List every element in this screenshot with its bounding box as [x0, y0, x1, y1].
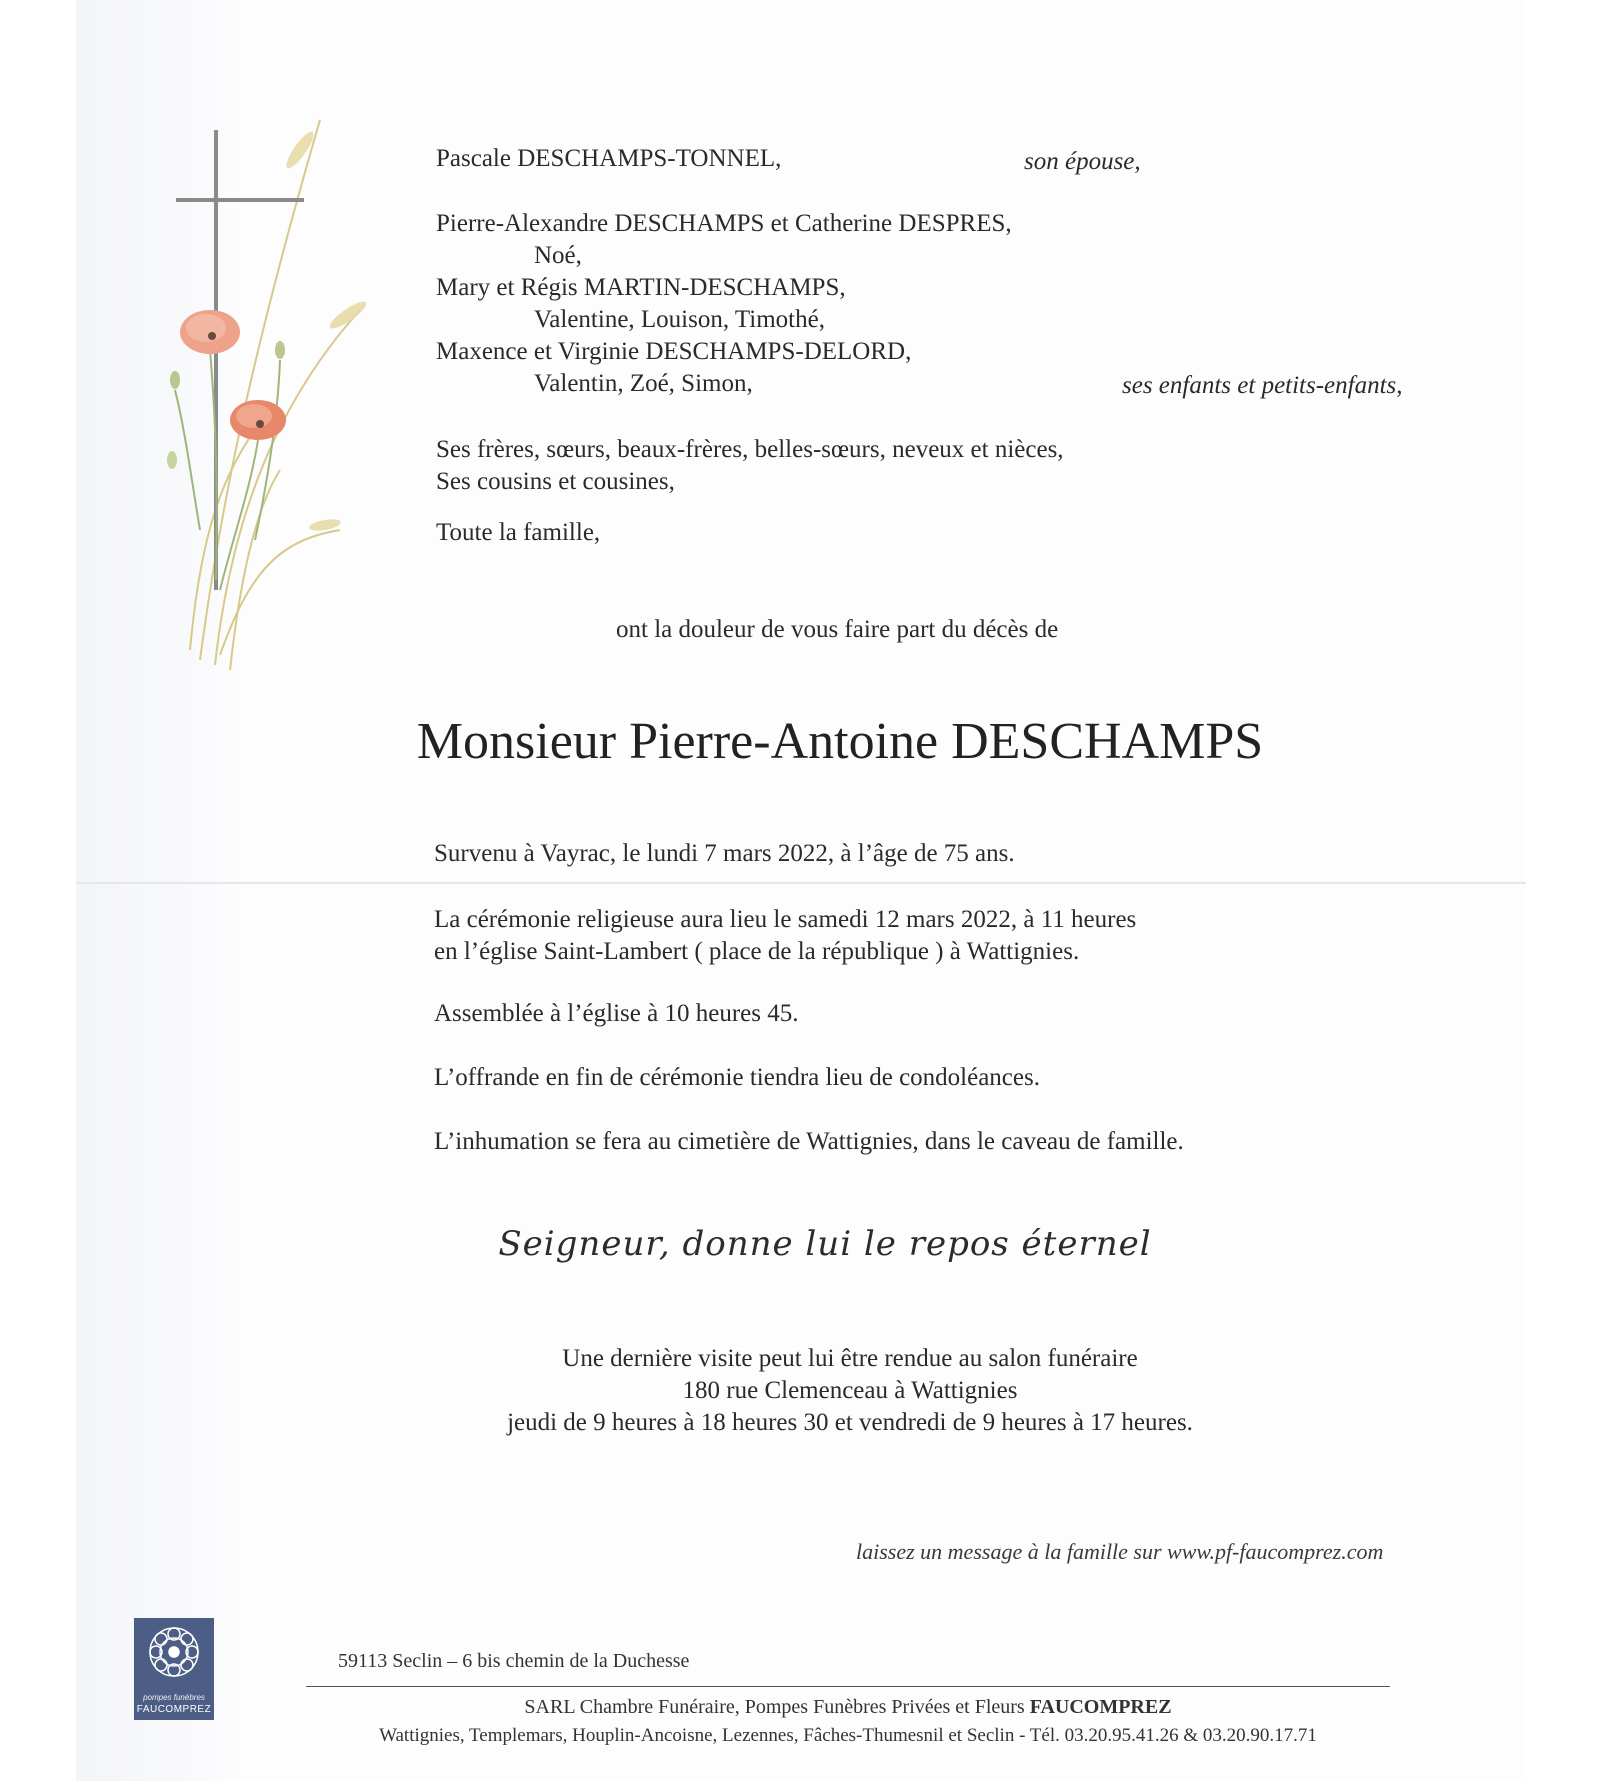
- announcement-text: ont la douleur de vous faire part du décès de: [616, 616, 1059, 643]
- website-message: laissez un message à la famille sur www.pf-faucomprez.com: [856, 1539, 1384, 1564]
- assembly-text: Assemblée à l’église à 10 heures 45.: [434, 1000, 799, 1027]
- grandchildren: Noé,: [534, 242, 582, 269]
- offering-text: L’offrande en fin de cérémonie tiendra lieu de condoléances.: [434, 1064, 1040, 1091]
- company-name: FAUCOMPREZ: [1029, 1696, 1172, 1718]
- logo-tagline: pompes funèbres: [143, 1693, 205, 1702]
- grandchildren: Valentin, Zoé, Simon,: [534, 370, 753, 397]
- ceremony-line: en l’église Saint-Lambert ( place de la république ) à Wattignies.: [434, 938, 1080, 965]
- visit-line: Une dernière visite peut lui être rendue au salon funéraire: [562, 1345, 1138, 1372]
- prayer-text: Seigneur, donne lui le repos éternel: [498, 1224, 1152, 1264]
- footer-locations: Wattignies, Templemars, Houplin-Ancoisne, Lezennes, Fâches-Thumesnil et Seclin - Tél. 03.20.95.41.26 & 03.20.90.17.71: [379, 1725, 1317, 1746]
- burial-text: L’inhumation se fera au cimetière de Wattignies, dans le caveau de famille.: [434, 1128, 1184, 1155]
- footer-company: [306, 1694, 1390, 1720]
- deceased-name: Monsieur Pierre-Antoine DESCHAMPS: [416, 713, 1264, 770]
- child-parents: Maxence et Virginie DESCHAMPS-DELORD,: [436, 338, 912, 365]
- relatives-line: Ses frères, sœurs, beaux-frères, belles-sœurs, neveux et nièces,: [436, 436, 1064, 463]
- visit-line: jeudi de 9 heures à 18 heures 30 et vendredi de 9 heures à 17 heures.: [507, 1409, 1193, 1436]
- poppy-icon: [180, 310, 240, 354]
- child-parents: Mary et Régis MARTIN-DESCHAMPS,: [436, 274, 846, 301]
- relatives-line: Toute la famille,: [436, 519, 601, 546]
- death-details: Survenu à Vayrac, le lundi 7 mars 2022, à l’âge de 75 ans.: [434, 840, 1015, 867]
- rosette-icon: [134, 1618, 214, 1688]
- footer-address: 59113 Seclin – 6 bis chemin de la Duchesse: [338, 1650, 690, 1672]
- visit-line: 180 rue Clemenceau à Wattignies: [682, 1377, 1018, 1404]
- logo-name: FAUCOMPREZ: [136, 1704, 212, 1715]
- ceremony-line: La cérémonie religieuse aura lieu le samedi 12 mars 2022, à 11 heures: [434, 906, 1137, 933]
- company-prefix: SARL Chambre Funéraire, Pompes Funèbres Privées et Fleurs: [524, 1696, 1030, 1718]
- spouse-name: Pascale DESCHAMPS-TONNEL,: [436, 145, 782, 172]
- cross-with-poppies-illustration: [160, 110, 390, 670]
- fold-line: [76, 882, 1526, 884]
- footer-divider: [306, 1686, 1390, 1687]
- children-role: ses enfants et petits-enfants,: [1122, 372, 1403, 399]
- company-logo: [134, 1618, 214, 1720]
- poppy-icon: [230, 400, 286, 440]
- cross-icon: [176, 130, 304, 590]
- relatives-line: Ses cousins et cousines,: [436, 468, 675, 495]
- child-parents: Pierre-Alexandre DESCHAMPS et Catherine DESPRES,: [436, 210, 1012, 237]
- grandchildren: Valentine, Louison, Timothé,: [534, 306, 825, 333]
- spouse-role: son épouse,: [1024, 148, 1141, 175]
